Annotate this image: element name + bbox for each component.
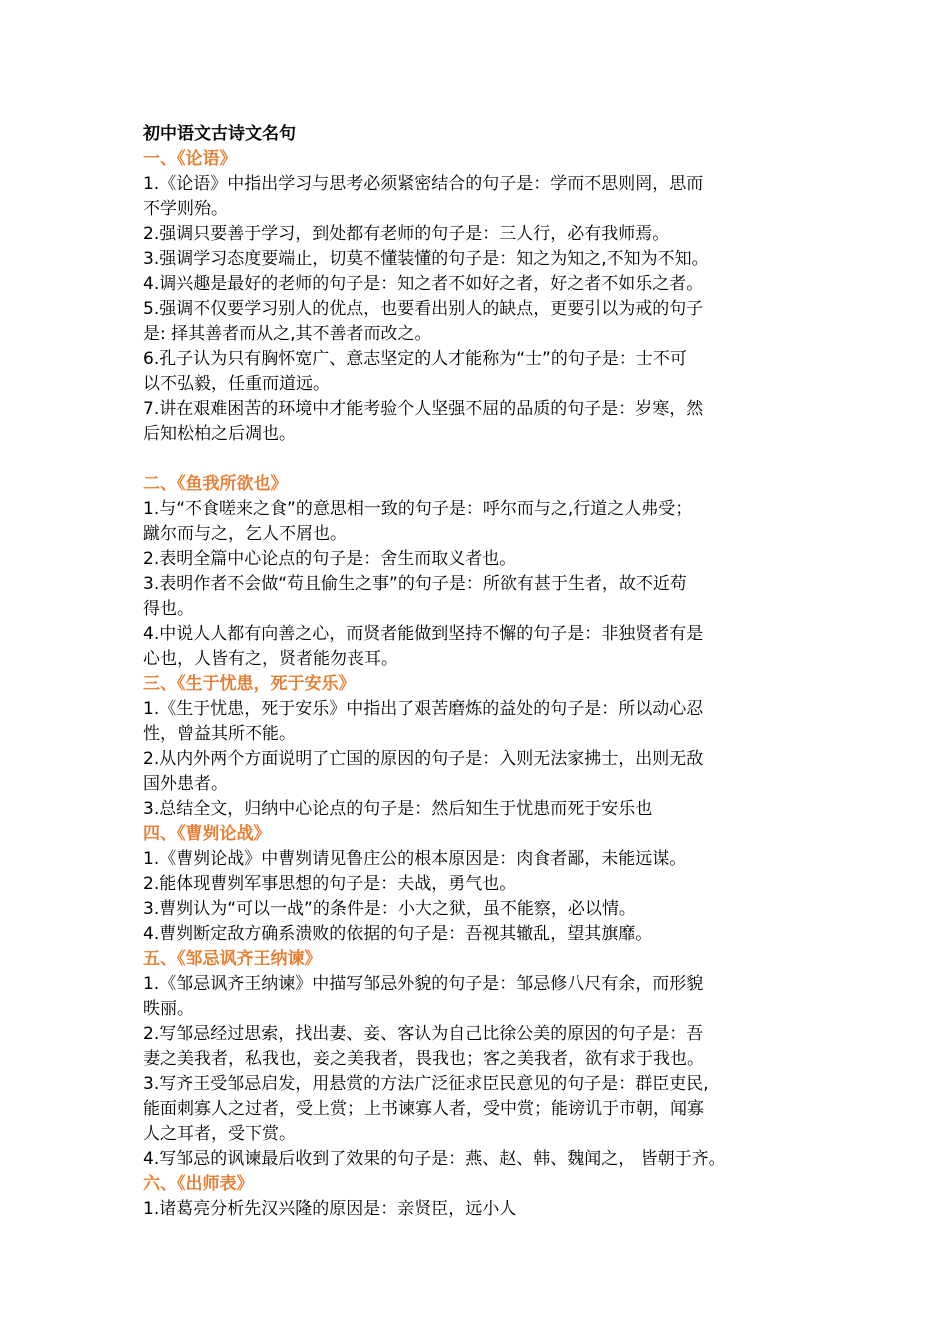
text-line: 1.《邹忌讽齐王纳谏》中描写邹忌外貌的句子是：邹忌修八尺有余，而形貌 [143,974,704,994]
section-heading: 四、《曹刿论战》 [143,824,271,844]
text-line: 妻之美我者，私我也，妾之美我者，畏我也；客之美我者，欲有求于我也。 [143,1049,704,1069]
text-line: 6.孔子认为只有胸怀宽广、意志坚定的人才能称为“士”的句子是：士不可 [143,349,687,369]
text-line: 后知松柏之后凋也。 [143,424,296,444]
text-line: 性，曾益其所不能。 [143,724,296,744]
text-line: 昳丽。 [143,999,194,1019]
text-line: 4.中说人人都有向善之心，而贤者能做到坚持不懈的句子是：非独贤者有是 [143,624,704,644]
text-line: 3.总结全文，归纳中心论点的句子是：然后知生于忧患而死于安乐也 [143,799,653,819]
text-line: 心也，人皆有之，贤者能勿丧耳。 [143,649,398,669]
text-line: 3.曹刿认为“可以一战”的条件是：小大之狱，虽不能察，必以情。 [143,899,636,919]
text-line: 2.写邹忌经过思索，找出妻、妾、客认为自己比徐公美的原因的句子是：吾 [143,1024,704,1044]
sections-container [143,147,815,1222]
text-line: 不学则殆。 [143,199,228,219]
text-line: 4.写邹忌的讽谏最后收到了效果的句子是：燕、赵、韩、魏闻之， 皆朝于齐。 [143,1149,726,1169]
text-line: 是: 择其善者而从之,其不善者而改之。 [143,324,432,344]
section-heading: 二、《鱼我所欲也》 [143,474,288,494]
section-heading: 三、《生于忧患，死于安乐》 [143,674,356,694]
text-line: 2.强调只要善于学习，到处都有老师的句子是：三人行，必有我师焉。 [143,224,670,244]
text-line: 2.表明全篇中心论点的句子是：舍生而取义者也。 [143,549,517,569]
text-line: 2.从内外两个方面说明了亡国的原因的句子是：入则无法家拂士，出则无敌 [143,749,704,769]
text-line: 1.《生于忧患，死于安乐》中指出了艰苦磨炼的益处的句子是：所以动心忍 [143,699,704,719]
text-line: 1.诸葛亮分析先汉兴隆的原因是：亲贤臣，远小人 [143,1199,517,1219]
text-line: 4.曹刿断定敌方确系溃败的依据的句子是：吾视其辙乱，望其旗靡。 [143,924,653,944]
section [143,472,815,672]
section [143,672,815,822]
text-line: 5.强调不仅要学习别人的优点，也要看出别人的缺点，更要引以为戒的句子 [143,299,704,319]
section [143,947,815,1172]
text-line: 以不弘毅，任重而道远。 [143,374,330,394]
section [143,822,815,947]
text-line: 人之耳者，受下赏。 [143,1124,296,1144]
section-heading: 五、《邹忌讽齐王纳谏》 [143,949,322,969]
text-line: 7.讲在艰难困苦的环境中才能考验个人坚强不屈的品质的句子是：岁寒，然 [143,399,704,419]
section [143,147,815,447]
text-line: 1.与“不食嗟来之食”的意思相一致的句子是：呼尔而与之,行道之人弗受； [143,499,693,519]
section [143,1172,815,1222]
text-line: 3.写齐王受邹忌启发，用悬赏的方法广泛征求臣民意见的句子是：群臣吏民, [143,1074,709,1094]
text-line: 得也。 [143,599,194,619]
text-line: 4.调兴趣是最好的老师的句子是：知之者不如好之者，好之者不如乐之者。 [143,274,704,294]
document-page [143,122,815,1222]
text-line: 1.《曹刿论战》中曹刿请见鲁庄公的根本原因是：肉食者鄙，未能远谋。 [143,849,687,869]
section-heading: 六、《出师表》 [143,1174,254,1194]
text-line: 3.强调学习态度要端止，切莫不懂装懂的句子是：知之为知之,不知为不知。 [143,249,709,269]
text-line: 3.表明作者不会做“苟且偷生之事”的句子是：所欲有甚于生者，故不近苟 [143,574,687,594]
text-line: 1.《论语》中指出学习与思考必须紧密结合的句子是：学而不思则罔，思而 [143,174,704,194]
document-title: 初中语文古诗文名句 [143,124,296,144]
blank-line [143,447,815,472]
section-heading: 一、《论语》 [143,149,237,169]
text-line: 2.能体现曹刿军事思想的句子是：夫战，勇气也。 [143,874,517,894]
text-line: 能面刺寡人之过者，受上赏；上书谏寡人者，受中赏；能谤讥于市朝，闻寡 [143,1099,704,1119]
text-line: 蹴尔而与之，乞人不屑也。 [143,524,347,544]
text-line: 国外患者。 [143,774,228,794]
